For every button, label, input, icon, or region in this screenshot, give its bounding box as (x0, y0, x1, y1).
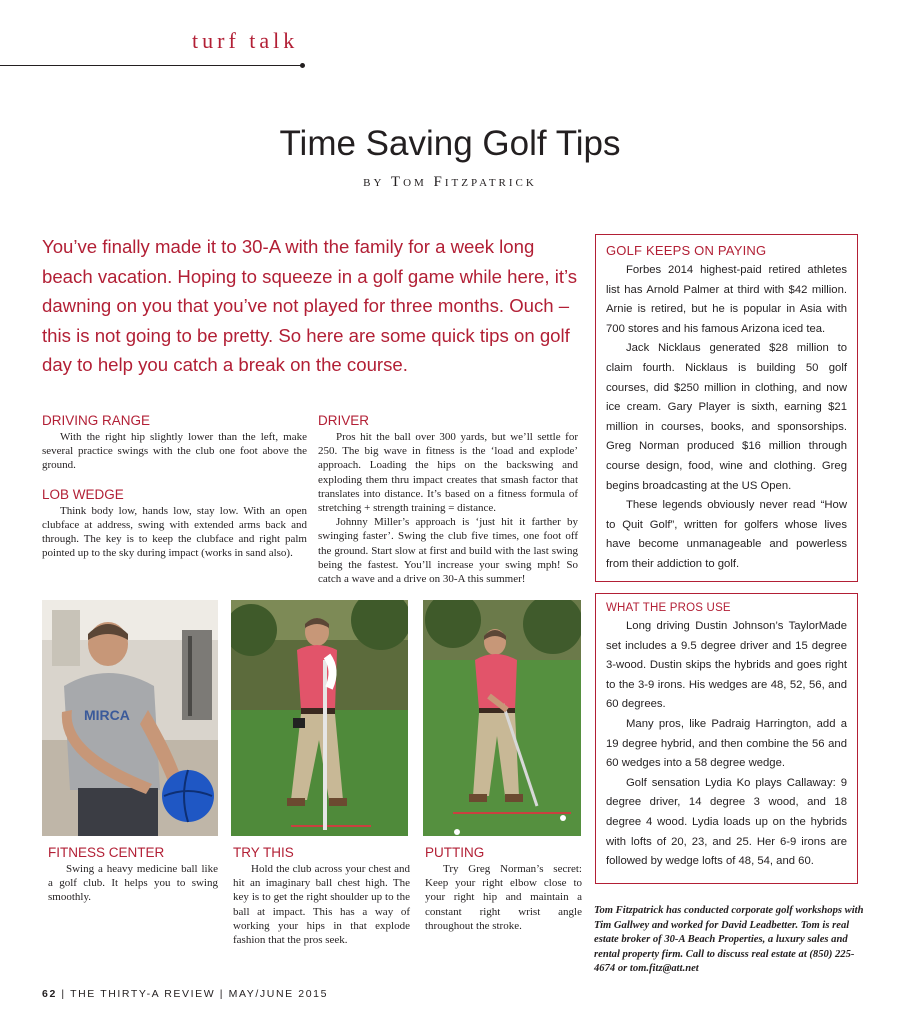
footer-separator-2: | (219, 988, 225, 1000)
try-this-body: Hold the club across your chest and hit an imaginary ball chest high. The key is to get the right shoulder up to the ball at impact. This has a way of working your hips in that explode fashion that the pros seek. (233, 863, 410, 947)
fitness-center-body: Swing a heavy medicine ball like a golf club. It helps you to swing smoothly. (48, 863, 218, 904)
driver-heading: DRIVER (318, 413, 370, 428)
issue-date: MAY/JUNE 2015 (228, 988, 329, 1000)
page-number: 62 (42, 988, 57, 1000)
what-the-pros-use-heading: WHAT THE PROS USE (606, 602, 731, 614)
golf-keeps-paying-heading: GOLF KEEPS ON PAYING (606, 243, 767, 258)
lob-wedge-heading: LOB WEDGE (42, 486, 124, 502)
header-rule (0, 65, 304, 66)
column-left (42, 413, 307, 560)
what-the-pros-use-box (595, 593, 858, 884)
putting-photo (423, 600, 581, 836)
fitness-center-caption (48, 845, 218, 905)
fitness-center-heading: FITNESS CENTER (48, 845, 165, 860)
lob-wedge-body: Think body low, hands low, stay low. With an open clubface at address, swing with extended arms back and through. The key is to keep the clubface and right palm pointed up to the sky during impact (works in sand also). (42, 504, 307, 560)
golf-keeps-paying-p2: Jack Nicklaus generated $28 million to claim fourth. Nicklaus is building 50 golf courses, did $250 million in clothing, and now ice cream. Gary Player is sixth, earning $21 million in courses, books, and sponsorships. Greg Norman produced $16 million through course design, food, wine and clothing. Greg begins broadcasting at the US Open. (606, 342, 847, 492)
driver-body-p1: Pros hit the ball over 300 yards, but we’ll settle for 250. The big wave in fitness is the ‘load and explode’ approach. Loading the hips on the backswing and exploding them thru impact creates that smash factor that translates into distance. It’s based on a fitness formula of stretching + strength training = distance. (318, 431, 578, 515)
article-byline: by Tom Fitzpatrick (363, 174, 537, 190)
putting-caption (425, 845, 582, 933)
putting-body: Try Greg Norman’s secret: Keep your right elbow close to your right hip and maintain a constant right wrist angle throughout the stroke. (425, 863, 582, 932)
article-intro: You’ve finally made it to 30-A with the family for a week long beach vacation. Hoping to squeeze in a golf game while here, it’s dawning on you that you’ve not played for three months. Ouch – this is not going to be pretty. So here are some quick tips on golf day to help you catch a break on the course. (42, 236, 578, 375)
driver-body-p2: Johnny Miller’s approach is ‘just hit it farther by swinging faster’. Swing the club five times, one foot off the ground. Start slow at first and build with the last swing being the fastest. You’ll increase your swing mph! So catch a wave and a drive on 30-A this summer! (318, 516, 578, 586)
section-label: turf talk (192, 28, 299, 53)
fitness-center-photo-art (42, 600, 218, 836)
what-the-pros-use-p1: Long driving Dustin Johnson’s TaylorMade set includes a 9.5 degree driver and 15 degree 3-wood. Dustin skips the hybrids and goes right to the 3-9 irons. His wedges are 48, 52, 56, and 60 degrees. (606, 620, 847, 711)
header-rule-dot (300, 63, 305, 68)
try-this-heading: TRY THIS (233, 845, 294, 860)
svg-text:MIRCA: MIRCA (84, 707, 130, 723)
driving-range-body: With the right hip slightly lower than the left, make several practice swings with the club one foot above the ground. (42, 431, 307, 472)
putting-heading: PUTTING (425, 845, 485, 860)
try-this-caption (233, 845, 410, 947)
column-middle (318, 413, 578, 586)
golf-keeps-paying-p1: Forbes 2014 highest-paid retired athletes list has Arnold Palmer at third with $42 million. Arnie is retired, but he is popular in Asia with 700 stores and his famous Arizona iced tea. (606, 264, 847, 335)
try-this-photo (231, 600, 408, 836)
footer-separator-1: | (61, 988, 66, 1000)
author-bio: Tom Fitzpatrick has conducted corporate golf workshops with Tim Gallwey and worked for David Leadbetter. Tom is real estate broker of 30-A Beach Properties, a luxury sales and rental property firm. Call to discuss real estate at (850) 225-4674 or tom.fitz@att.net (594, 905, 864, 975)
try-this-photo-art (231, 600, 408, 836)
article-title: Time Saving Golf Tips (279, 124, 621, 163)
what-the-pros-use-p3: Golf sensation Lydia Ko plays Callaway: 9 degree driver, 14 degree 3 wood, and 18 degree 4 wood. Lydia loads up on the hybrids with lofts of 20, 23, and 25. Her 6-9 irons are followed by wedge lofts of 48, 54, and 60. (606, 776, 847, 868)
golf-keeps-paying-p3: These legends obviously never read “How to Quit Golf”, written for golfers whose lives have become unmanageable and powerless from their addiction to golf. (606, 499, 847, 570)
putting-photo-art (423, 600, 581, 836)
driving-range-heading: DRIVING RANGE (42, 413, 151, 428)
golf-keeps-paying-box (595, 234, 858, 582)
publication-name: THE THIRTY-A REVIEW (70, 988, 216, 1000)
page-footer (42, 988, 328, 1000)
what-the-pros-use-p2: Many pros, like Padraig Harrington, add a 19 degree hybrid, and then combine the 56 and 60 wedges into a 58 degree wedge. (606, 717, 847, 770)
fitness-center-photo (42, 600, 218, 836)
